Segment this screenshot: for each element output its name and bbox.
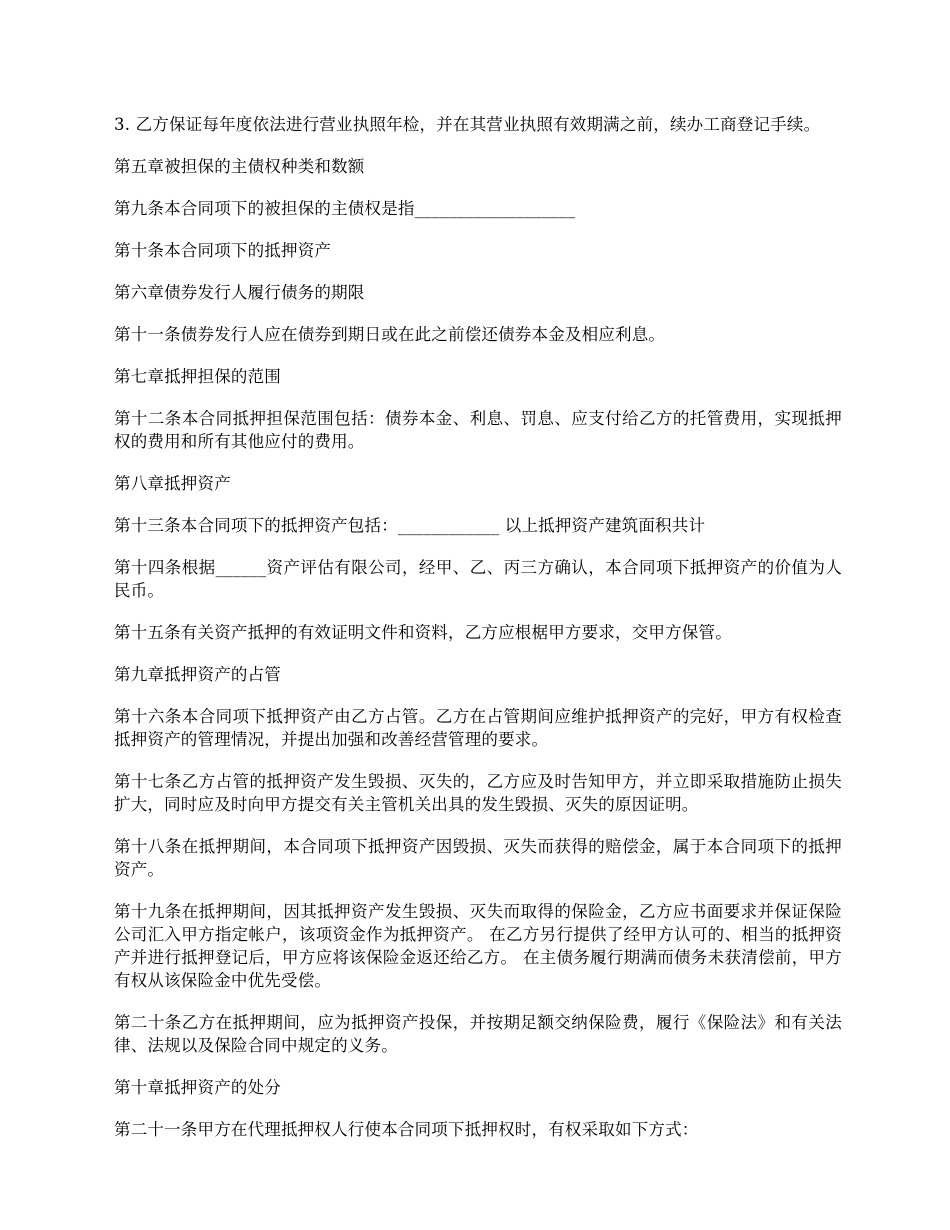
chapter-heading-10: 第十章抵押资产的处分 [114, 1078, 281, 1097]
chapter-heading-8: 第八章抵押资产 [114, 474, 231, 493]
article-11: 第十一条债券发行人应在债券到期日或在此之前偿还债券本金及相应利息。 [114, 325, 666, 344]
chapter-heading-9: 第九章抵押资产的占管 [114, 665, 281, 684]
article-21: 第二十一条甲方在代理抵押权人行使本合同项下抵押权时，有权采取如下方式： [114, 1120, 699, 1139]
article-12: 第十二条本合同抵押担保范围包括：债券本金、利息、罚息、应支付给乙方的托管费用，实现抵押权的费用和所有其他应付的费用。 [114, 409, 842, 451]
paragraph-business-license-inspection: 3. 乙方保证每年度依法进行营业执照年检，并在其营业执照有效期满之前，续办工商登记手续。 [114, 115, 821, 134]
chapter-heading-5: 第五章被担保的主债权种类和数额 [114, 157, 365, 176]
article-14: 第十四条根据______资产评估有限公司，经甲、乙、丙三方确认，本合同项下抵押资产的价值为人民币。 [114, 558, 842, 600]
article-13: 第十三条本合同项下的抵押资产包括：____________ 以上抵押资产建筑面积共计 [114, 516, 706, 535]
article-19: 第十九条在抵押期间，因其抵押资产发生毁损、灭失而取得的保险金，乙方应书面要求并保证保险公司汇入甲方指定帐户，该项资金作为抵押资产。 在乙方另行提供了经甲方认可的、相当的抵押资产并进行抵押登记后，甲方应将该保险金返还给乙方。 在主债务履行期满而债务未获清偿前，甲方有权从该保险金中优先受偿。 [114, 902, 842, 990]
article-16: 第十六条本合同项下抵押资产由乙方占管。乙方在占管期间应维护抵押资产的完好，甲方有权检查抵押资产的管理情况，并提出加强和改善经营管理的要求。 [114, 707, 842, 749]
article-10: 第十条本合同项下的抵押资产 [114, 241, 332, 260]
chapter-heading-7: 第七章抵押担保的范围 [114, 367, 281, 386]
document-body [114, 113, 842, 1160]
article-9: 第九条本合同项下的被担保的主债权是指___________________ [114, 199, 576, 218]
article-17: 第十七条乙方占管的抵押资产发生毁损、灭失的，乙方应及时告知甲方，并立即采取措施防止损失扩大，同时应及时向甲方提交有关主管机关出具的发生毁损、灭失的原因证明。 [114, 772, 842, 814]
chapter-heading-6: 第六章债券发行人履行债务的期限 [114, 283, 365, 302]
article-18: 第十八条在抵押期间，本合同项下抵押资产因毁损、灭失而获得的赔偿金，属于本合同项下的抵押资产。 [114, 837, 842, 879]
article-20: 第二十条乙方在抵押期间，应为抵押资产投保，并按期足额交纳保险费，履行《保险法》和有关法律、法规以及保险合同中规定的义务。 [114, 1013, 842, 1055]
article-15: 第十五条有关资产抵押的有效证明文件和资料，乙方应根椐甲方要求，交甲方保管。 [114, 623, 732, 642]
